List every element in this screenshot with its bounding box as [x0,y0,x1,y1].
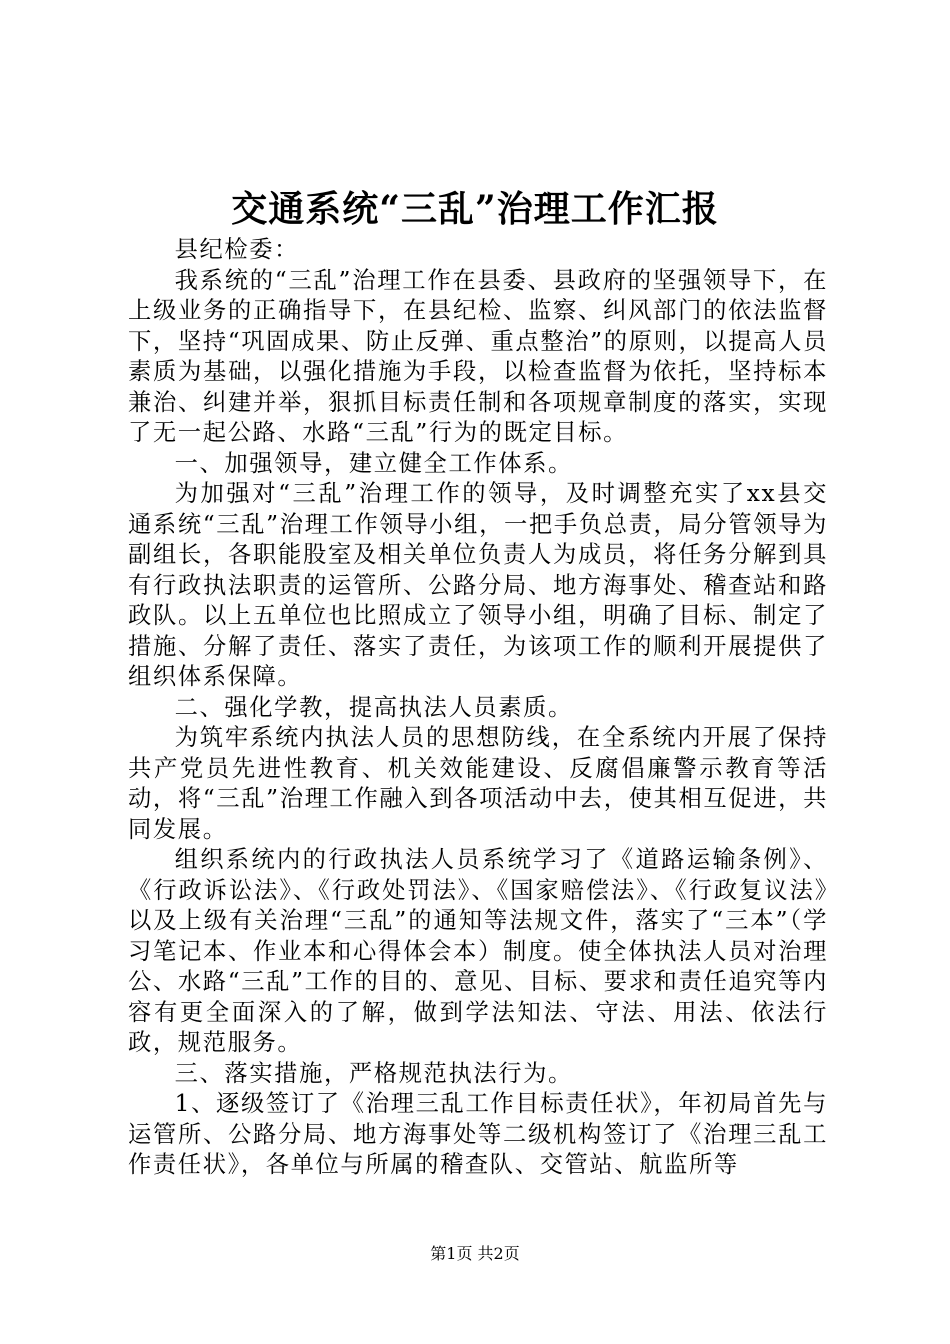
paragraph-leadership: 为加强对“三乱”治理工作的领导，及时调整充实了xx县交通系统“三乱”治理工作领导小组，一把手负总责，局分管领导为副组长，各职能股室及相关单位负责人为成员，将任务分解到具有行政执法职责的运管所、公路分局、地方海事处、稽查站和路政队。以上五单位也比照成立了领导小组，明确了目标、制定了措施、分解了责任、落实了责任，为该项工作的顺利开展提供了组织体系保障。 [128,480,828,690]
paragraph-measures: 1、逐级签订了《治理三乱工作目标责任状》，年初局首先与运管所、公路分局、地方海事处等二级机构签订了《治理三乱工作责任状》，各单位与所属的稽查队、交管站、航监所等 [128,1090,828,1178]
document-title: 交通系统“三乱”治理工作汇报 [231,188,719,230]
document-body [128,235,828,1181]
page-number: 第1页 共2页 [430,1244,520,1263]
salutation: 县纪检委： [174,236,300,263]
paragraph-study: 组织系统内的行政执法人员系统学习了《道路运输条例》、《行政诉讼法》、《行政处罚法》、《国家赔偿法》、《行政复议法》以及上级有关治理“三乱”的通知等法规文件，落实了“三本”（学习笔记本、作业本和心得体会本）制度。使全体执法人员对治理公、水路“三乱”工作的目的、意见、目标、要求和责任追究等内容有更全面深入的了解，做到学法知法、守法、用法、依法行政，规范服务。 [128,846,828,1056]
section-heading-1: 一、加强领导，建立健全工作体系。 [174,449,573,477]
paragraph-education: 为筑牢系统内执法人员的思想防线，在全系统内开展了保持共产党员先进性教育、机关效能建设、反腐倡廉警示教育等活动，将“三乱”治理工作融入到各项活动中去，使其相互促进，共同发展。 [128,724,828,843]
paragraph-intro: 我系统的“三乱”治理工作在县委、县政府的坚强领导下，在上级业务的正确指导下，在县纪检、监察、纠风部门的依法监督下，坚持“巩固成果、防止反弹、重点整治”的原则，以提高人员素质为基础，以强化措施为手段，以检查监督为依托，坚持标本兼治、纠建并举，狠抓目标责任制和各项规章制度的落实，实现了无一起公路、水路“三乱”行为的既定目标。 [128,266,828,446]
section-heading-3: 三、落实措施，严格规范执法行为。 [174,1059,573,1087]
section-heading-2: 二、强化学教，提高执法人员素质。 [174,693,573,721]
